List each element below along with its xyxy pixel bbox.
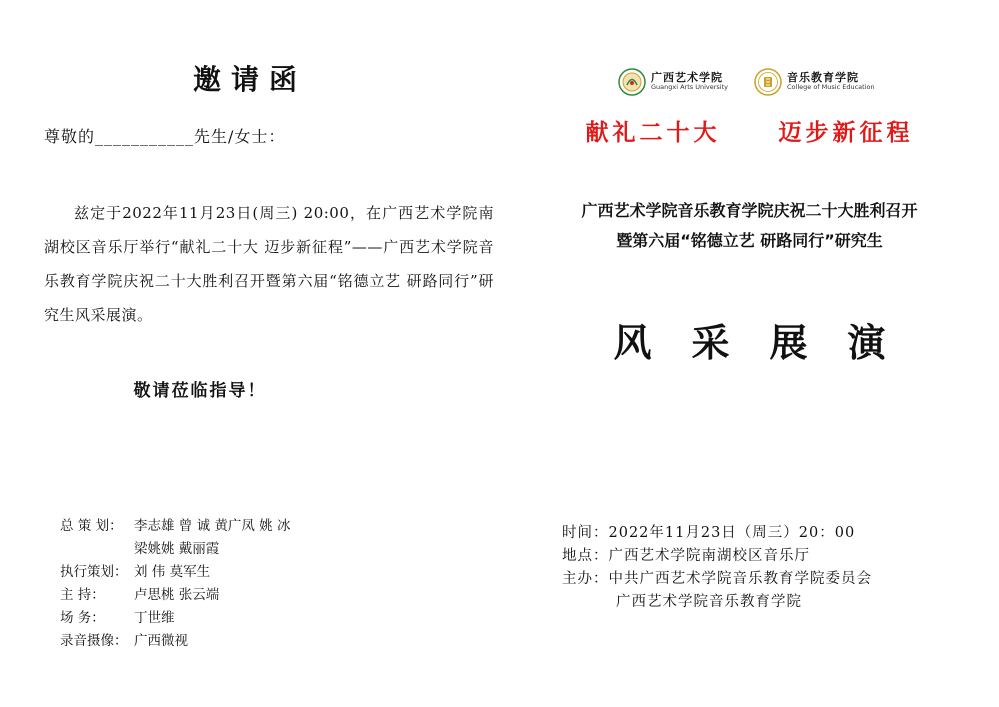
invitation-body: 兹定于2022年11月23日(周三) 20:00，在广西艺术学院南湖校区音乐厅举行“献礼二十大 迈步新征程”——广西艺术学院音乐教育学院庆祝二十大胜利召开暨第六届“铭德立艺 研路同行”研究生风采展演。: [44, 204, 494, 324]
invitation-title: 邀请函: [192, 63, 307, 96]
college-name: 音乐教育学院: [787, 71, 860, 85]
info-host: [562, 568, 872, 591]
slogan-right: 迈步新征程: [778, 119, 914, 146]
credit-row: [60, 561, 290, 584]
time-value: 2022年11月23日（周三）20：00: [608, 525, 856, 541]
showcase-char: 风: [613, 320, 652, 365]
university-emblem-icon: [618, 68, 646, 96]
slogan: [500, 114, 999, 147]
host-value: 中共广西艺术学院音乐教育学院委员会: [608, 571, 872, 587]
showcase-heading: [500, 312, 999, 367]
college-name-en: College of Music Education: [787, 83, 875, 92]
credit-names: 刘 伟 莫军生: [134, 564, 211, 580]
credit-role: 场 务：: [60, 610, 105, 626]
credit-names: 广西微视: [134, 633, 188, 649]
credit-names: 李志雄 曾 诚 黄广凤 姚 冰: [134, 518, 291, 534]
credit-row: [60, 630, 290, 653]
event-title-line2: 暨第六届“铭德立艺 研路同行”研究生: [616, 231, 883, 250]
place-value: 广西艺术学院南湖校区音乐厅: [608, 548, 810, 564]
college-emblem-icon: [754, 68, 782, 96]
event-title: [500, 196, 999, 256]
credit-names: 梁姚姚 戴丽霞: [134, 541, 220, 557]
showcase-char: 演: [847, 320, 886, 365]
host-value-2: 广西艺术学院音乐教育学院: [616, 594, 802, 610]
college-logo: [754, 68, 875, 96]
slogan-left: 献礼二十大: [585, 119, 721, 146]
info-time: [562, 522, 872, 545]
credit-names: 丁世维: [134, 610, 175, 626]
showcase-char: 采: [691, 320, 730, 365]
credit-role: 执行策划：: [60, 564, 128, 580]
university-name-en: Guangxi Arts University: [651, 83, 729, 92]
logo-bar: [618, 68, 875, 96]
credit-role: [60, 538, 134, 561]
info-host-2: [562, 591, 872, 614]
credit-role: 主 持：: [60, 587, 105, 603]
cover-page: [500, 0, 999, 707]
invitation-closing: 敬请莅临指导！: [133, 381, 267, 401]
event-info: [562, 522, 872, 614]
credits-list: [60, 515, 290, 653]
credit-row: [60, 538, 290, 561]
showcase-char: 展: [769, 320, 808, 365]
credit-row: [60, 515, 290, 538]
place-label: 地点：: [562, 548, 609, 564]
credit-names: 卢思桃 张云端: [134, 587, 220, 603]
university-logo: [618, 68, 728, 96]
host-label: 主办：: [562, 571, 609, 587]
university-name: 广西艺术学院: [651, 71, 723, 85]
credit-role: 录音摄像：: [60, 633, 128, 649]
credit-role: 总 策 划：: [60, 518, 123, 534]
credit-row: [60, 584, 290, 607]
event-title-line1: 广西艺术学院音乐教育学院庆祝二十大胜利召开: [581, 201, 918, 220]
salutation: 尊敬的___________先生/女士：: [44, 127, 286, 146]
credit-row: [60, 607, 290, 630]
time-label: 时间：: [562, 525, 609, 541]
info-place: [562, 545, 872, 568]
